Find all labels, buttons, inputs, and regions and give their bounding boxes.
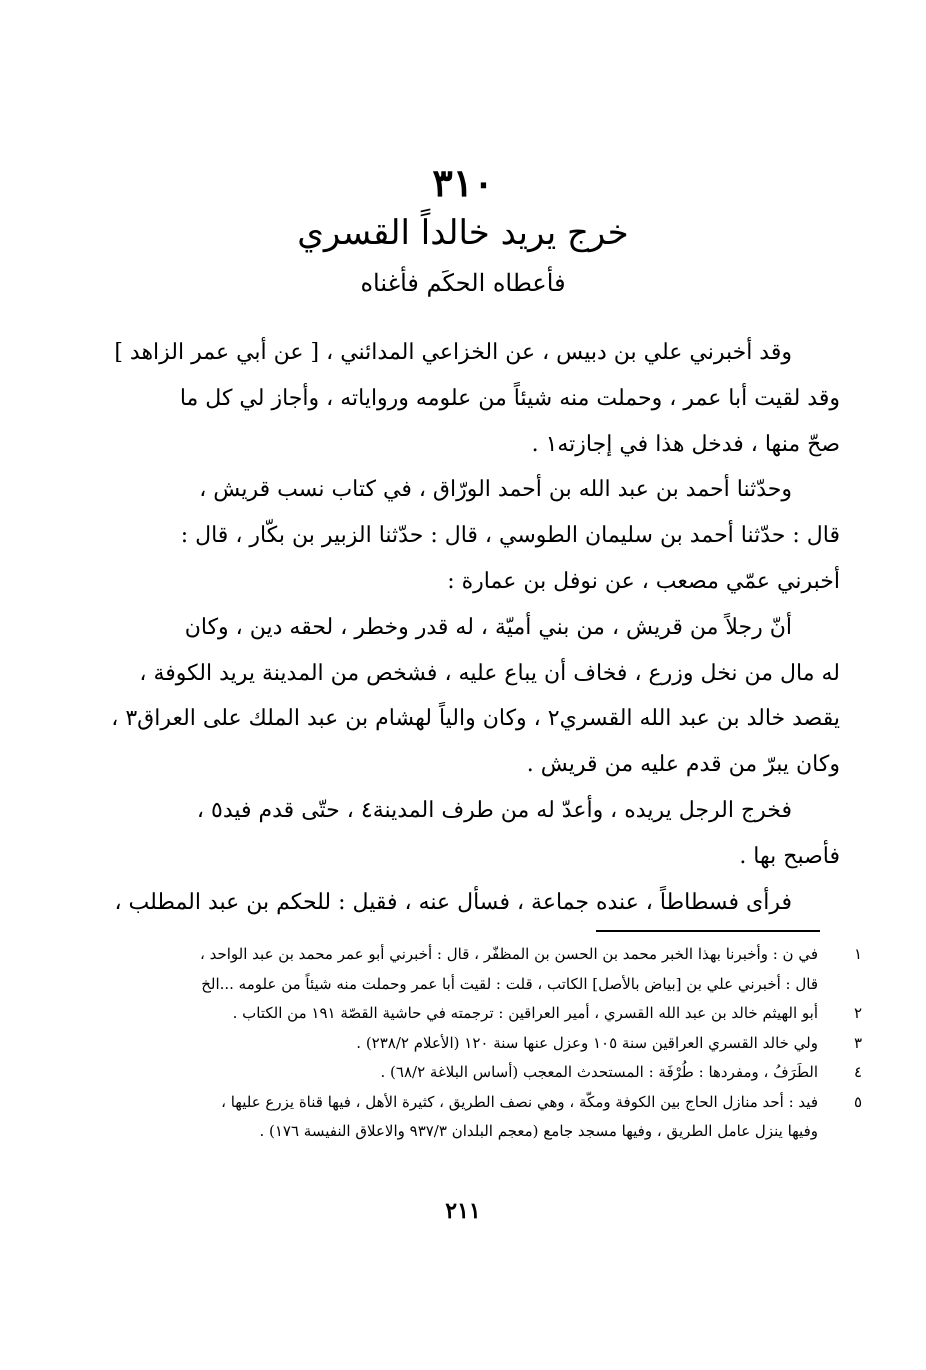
- body-line: وحدّثنا أحمد بن عبد الله بن أحمد الورّاق ، في كتاب نسب قريش ،: [199, 477, 792, 503]
- footnote: [160, 1058, 862, 1088]
- body-line: فأصبح بها .: [739, 843, 840, 869]
- body-line: وقد لقيت أبا عمر ، وحملت منه شيئاً من علومه ورواياته ، وأجاز لي كل ما: [179, 385, 840, 411]
- page-number: ٢١١: [445, 1198, 481, 1224]
- body-line: صحّ منها ، فدخل هذا في إجازته١ .: [531, 431, 840, 457]
- body-line: قال : حدّثنا أحمد بن سليمان الطوسي ، قال : حدّثنا الزبير بن بكّار ، قال :: [180, 523, 840, 549]
- footnote-line: أبو الهيثم خالد بن عبد الله القسري ، أمير العراقين : ترجمته في حاشية القصّة ١٩١ من الكتاب .: [232, 1004, 818, 1022]
- footnote-number: ٣: [853, 1033, 862, 1052]
- body-line: فرأى فسطاطاً ، عنده جماعة ، فسأل عنه ، فقيل : للحكم بن عبد المطلب ،: [114, 889, 792, 915]
- footnote-line: وفيها ينزل عامل الطريق ، وفيها مسجد جامع (معجم البلدان ٩٣٧/٣ والاعلاق النفيسة ١٧٦) .: [259, 1122, 818, 1140]
- footnote: [160, 1088, 862, 1147]
- footnote-line: قال : أخبرني علي بن [بياض بالأصل] الكاتب ، قلت : لقيت أبا عمر وحملت منه شيئاً من علومه ...الخ: [201, 974, 818, 993]
- footnote-number: ٥: [853, 1092, 862, 1111]
- footnote-line: الطَرَفُ ، ومفردها : طُرْفَة : المستحدث المعجب (أساس البلاغة ٦٨/٢) .: [380, 1063, 818, 1081]
- footnote-number: ١: [853, 945, 862, 963]
- story-title: خرج يريد خالداً القسري: [297, 213, 629, 253]
- body-line: وكان يبرّ من قدم عليه من قريش .: [526, 752, 840, 778]
- footnote-line: في ن : وأخبرنا بهذا الخبر محمد بن الحسن بن المظفّر ، قال : أخبرني أبو عمر محمد بن عبد الواحد ،: [200, 945, 818, 963]
- body-line: فخرج الرجل يريده ، وأعدّ له من طرف المدينة٤ ، حتّى قدم فيد٥ ،: [196, 797, 792, 823]
- body-line: يقصد خالد بن عبد الله القسري٢ ، وكان والياً لهشام بن عبد الملك على العراق٣ ،: [111, 706, 840, 732]
- footnote-number: ٤: [853, 1063, 862, 1081]
- footnote-line: ولي خالد القسري العراقين سنة ١٠٥ وعزل عنها سنة ١٢٠ (الأعلام ٢٣٨/٢) .: [356, 1033, 818, 1052]
- body-line: أنّ رجلاً من قريش ، من بني أميّة ، له قدر وخطر ، لحقه دين ، وكان: [184, 614, 792, 640]
- story-number: ٣١٠: [432, 160, 494, 205]
- body-line: أخبرني عمّي مصعب ، عن نوفل بن عمارة :: [447, 568, 840, 594]
- body-line: له مال من نخل وزرع ، فخاف أن يباع عليه ، فشخص من المدينة يريد الكوفة ،: [139, 660, 840, 686]
- story-subtitle: فأعطاه الحكَم فأغناه: [360, 269, 566, 297]
- footnotes: [160, 940, 862, 1147]
- footnote-divider: [596, 930, 820, 932]
- body-text: [111, 330, 840, 925]
- footnote-number: ٢: [853, 1004, 862, 1022]
- footnote: [160, 1029, 862, 1059]
- footnote-line: فيد : أحد منازل الحاج بين الكوفة ومكّة ، وهي نصف الطريق ، كثيرة الأهل ، فيها قناة يزرع عليها ،: [221, 1092, 818, 1111]
- footnote: [160, 999, 862, 1029]
- footnote: [160, 940, 862, 999]
- body-line: وقد أخبرني علي بن دبيس ، عن الخزاعي المدائني ، [ عن أبي عمر الزاهد ]: [114, 340, 792, 365]
